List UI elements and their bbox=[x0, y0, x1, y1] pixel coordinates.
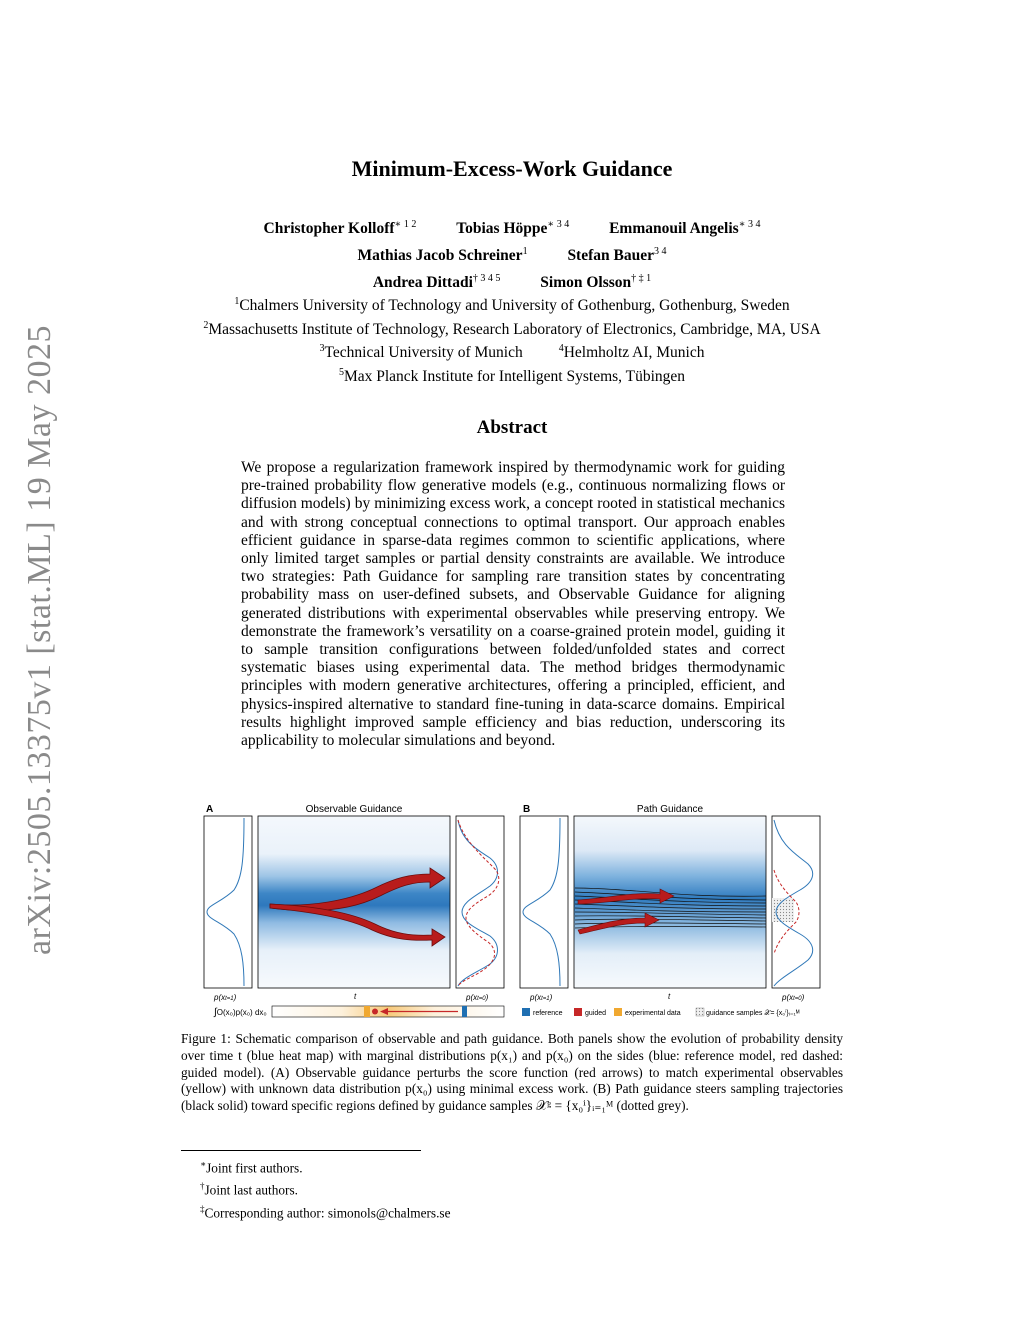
panel-b-left-marginal bbox=[520, 816, 568, 988]
label-time: t bbox=[354, 992, 357, 1001]
author: Simon Olsson$^{\dagger \ddagger 1}$ bbox=[540, 273, 652, 292]
abstract-heading: Abstract bbox=[476, 417, 548, 438]
arxiv-identifier: arXiv:2505.13375v1 [stat.ML] 19 May 2025 bbox=[21, 324, 58, 956]
label-p-x0: p(xt=0) bbox=[782, 993, 805, 1002]
affiliation-list bbox=[0, 292, 1024, 387]
label-p-x0: p(xt=0) bbox=[466, 993, 489, 1002]
guided-observable bbox=[372, 1009, 378, 1015]
label-time: t bbox=[668, 992, 671, 1001]
author: Andrea Dittadi$^{\dagger 3 4 5}$ bbox=[372, 273, 501, 292]
panel-a-title: Observable Guidance bbox=[305, 804, 403, 815]
legend-samples-label: guidance samples 𝒳= {x₀ⁱ}ᵢ₌₁ᴹ bbox=[706, 1010, 800, 1017]
figure-1 bbox=[200, 800, 830, 1022]
arxiv-sidebar bbox=[12, 320, 68, 960]
panel-a-letter: A bbox=[206, 804, 214, 815]
panel-b-title: Path Guidance bbox=[636, 804, 704, 815]
observable-integral-label: ∫O(x₀)p(x₀) dx₀ bbox=[214, 1007, 267, 1018]
paper-title: Minimum-Excess-Work Guidance bbox=[351, 156, 673, 181]
author: Tobias Höppe$^{∗ 3 4}$ bbox=[456, 219, 570, 238]
affiliation: $^5$Max Planck Institute for Intelligent Systems, Tübingen bbox=[338, 366, 686, 386]
affiliation: $^2$Massachusetts Institute of Technology, Research Laboratory of Electronics, Cambridge, MA, USA bbox=[203, 319, 821, 338]
legend-guided-label: guided bbox=[585, 1010, 607, 1017]
affiliation: $^1$Chalmers University of Technology and University of Gothenburg, Gothenburg, Sweden bbox=[234, 296, 790, 315]
label-p-x1: p(xt=1) bbox=[214, 993, 237, 1002]
panel-a bbox=[204, 816, 504, 988]
legend-samples-swatch bbox=[696, 1008, 704, 1016]
guidance-samples-region bbox=[772, 898, 794, 922]
label-p-x1: p(xt=1) bbox=[530, 993, 553, 1002]
legend-experimental-swatch bbox=[614, 1008, 622, 1016]
experimental-observable bbox=[364, 1006, 370, 1017]
figure-legend bbox=[522, 1008, 800, 1017]
author: Stefan Bauer$^{3 4}$ bbox=[567, 246, 667, 265]
caption-label: Figure 1: bbox=[181, 1031, 231, 1046]
panel-b-letter: B bbox=[523, 804, 531, 815]
legend-experimental-label: experimental data bbox=[625, 1010, 681, 1017]
footnote: †Joint last authors. bbox=[200, 1181, 298, 1198]
footnote: ∗Joint first authors. bbox=[200, 1159, 303, 1176]
legend-reference-swatch bbox=[522, 1008, 530, 1016]
affiliation: $^3$Technical University of Munich $^4$Helmholtz AI, Munich bbox=[319, 343, 705, 362]
caption-text: Schematic comparison of observable and path guidance. Both panels show the evolution of probability density over time t (blue heat map) with marginal distributions p(x₁) and p(x₀) on the sides (blue: reference model, red dashed: guided model). (A) Observable guidance perturbs the score function (red arrows) to match experimental observables (yellow) with unknown data distribution p(x₀) using minimal excess work. (B) Path guidance steers sampling trajectories (black solid) toward specific regions defined by guidance samples 𝒳ᵍ = {x₀ⁱ}ᵢ₌₁ᴹ (dotted grey). bbox=[181, 1031, 843, 1114]
panel-b bbox=[520, 816, 820, 988]
abstract-body: We propose a regularization framework inspired by thermodynamic work for guiding pre-trained probability flow generative models (e.g., continuous normalizing flows or diffusion models) by minimizing excess work, a concept rooted in statistical mechanics and with strong conceptual connections to optimal transport. Our approach enables efficient guidance in sparse-data regimes common to scientific applications, where only limited target samples or partial density constraints are available. We introduce two strategies: Path Guidance for sampling rare transition states by concentrating probability mass on user-defined subsets, and Observable Guidance for aligning generated distributions with experimental observables while preserving entropy. We demonstrate the framework’s versatility on a coarse-grained protein model, guiding it to sample transition configurations between folded/unfolded states and correct systematic biases using experimental data. The method bridges thermodynamic principles with modern generative architectures, offering a principled, efficient, and physics-inspired alternative to standard fine-tuning in data-scarce domains. Empirical results highlight improved sample efficiency and bias reduction, underscoring its applicability to molecular simulations and beyond. bbox=[241, 459, 785, 750]
panel-a-right-marginal bbox=[456, 816, 504, 988]
footnote-rule bbox=[181, 1150, 421, 1151]
author-list bbox=[0, 213, 1024, 294]
axis-labels bbox=[213, 992, 805, 1002]
footnote: ‡Corresponding author: simonols@chalmers.se bbox=[200, 1203, 451, 1221]
author: Mathias Jacob Schreiner$^1$ bbox=[357, 246, 528, 265]
observable-integral-row bbox=[213, 1006, 504, 1018]
author: Christopher Kolloff$^{∗ 1 2}$ bbox=[263, 219, 417, 238]
panel-a-left-marginal bbox=[204, 816, 252, 988]
footnotes bbox=[200, 1155, 451, 1222]
legend-guided-swatch bbox=[574, 1008, 582, 1016]
figure-caption bbox=[181, 1031, 843, 1115]
legend-reference-label: reference bbox=[533, 1010, 563, 1017]
reference-observable bbox=[462, 1006, 467, 1017]
author: Emmanouil Angelis$^{∗ 3 4}$ bbox=[609, 219, 761, 238]
